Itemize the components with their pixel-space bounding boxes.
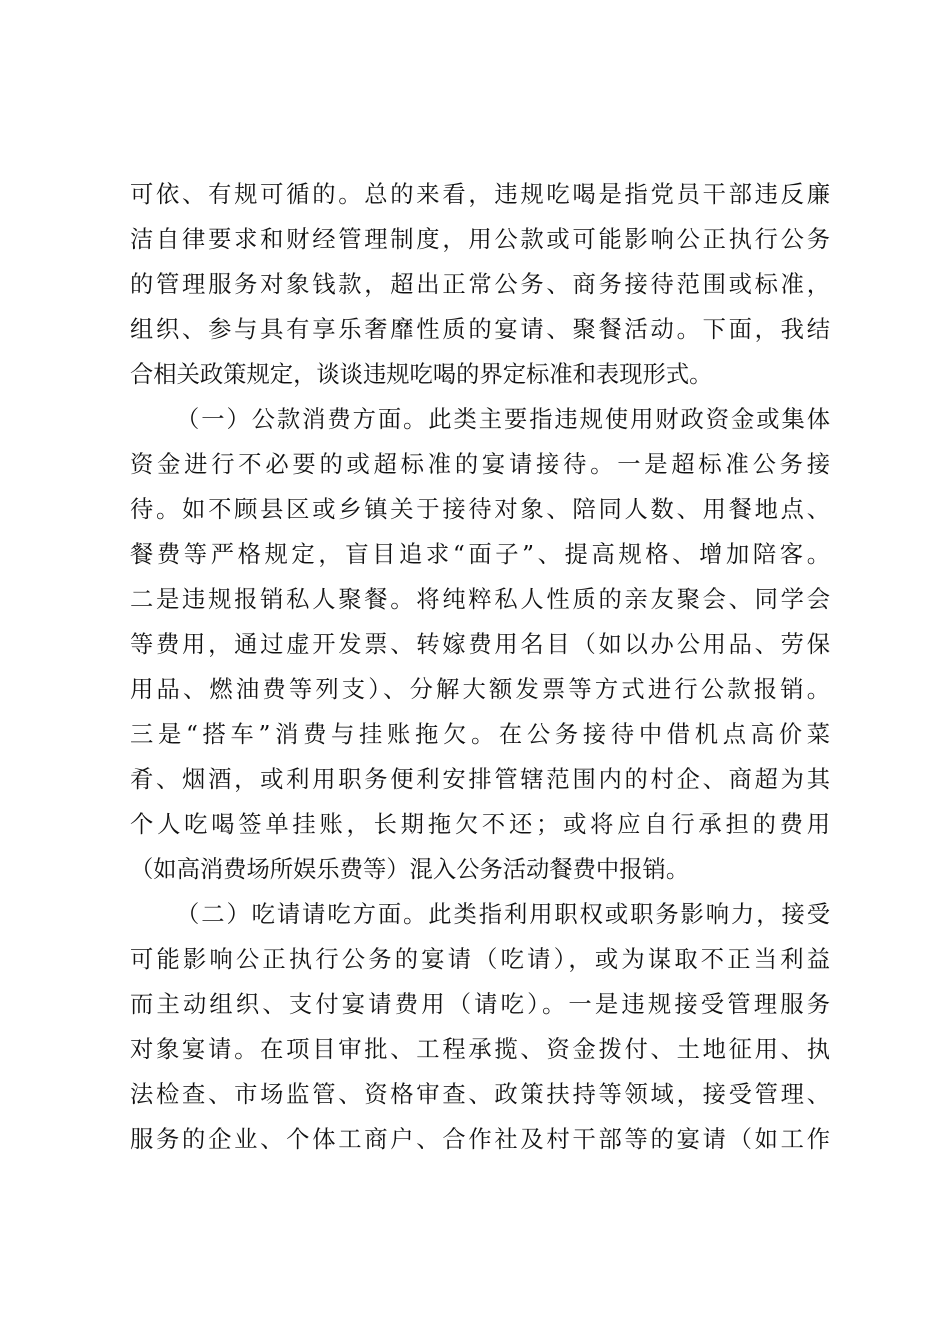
paragraph-line: 个人吃喝签单挂账，长期拖欠不还；或将应自行承担的费用 <box>130 811 830 838</box>
paragraph-line: 服务的企业、个体工商户、合作社及村干部等的宴请（如工作 <box>130 1126 830 1153</box>
paragraph-line: 法检查、市场监管、资格审查、政策扶持等领域，接受管理、 <box>130 1081 830 1108</box>
paragraph-line: 的管理服务对象钱款，超出正常公务、商务接待范围或标准， <box>130 271 830 298</box>
paragraph-line: 资金进行不必要的或超标准的宴请接待。一是超标准公务接 <box>130 451 830 478</box>
paragraph-line: 合相关政策规定，谈谈违规吃喝的界定标准和表现形式。 <box>130 361 713 388</box>
paragraph-line: 用品、燃油费等列支）、分解大额发票等方式进行公款报销。 <box>130 676 830 703</box>
paragraph-line: 等费用，通过虚开发票、转嫁费用名目（如以办公用品、劳保 <box>130 631 830 658</box>
paragraph-line: 三是“搭车”消费与挂账拖欠。在公务接待中借机点高价菜 <box>130 721 830 748</box>
section-heading-line: （一）公款消费方面。此类主要指违规使用财政资金或集体 <box>176 406 830 433</box>
paragraph-line: 可依、有规可循的。总的来看，违规吃喝是指党员干部违反廉 <box>130 181 830 208</box>
paragraph-line: 待。如不顾县区或乡镇关于接待对象、陪同人数、用餐地点、 <box>130 496 830 523</box>
paragraph-line: 组织、参与具有享乐奢靡性质的宴请、聚餐活动。下面，我结 <box>130 316 830 343</box>
paragraph-line: （如高消费场所娱乐费等）混入公务活动餐费中报销。 <box>130 856 690 883</box>
paragraph-line: 二是违规报销私人聚餐。将纯粹私人性质的亲友聚会、同学会 <box>130 586 830 613</box>
paragraph-line: 对象宴请。在项目审批、工程承揽、资金拨付、土地征用、执 <box>130 1036 830 1063</box>
section-heading-line: （二）吃请请吃方面。此类指利用职权或职务影响力，接受 <box>176 901 830 928</box>
paragraph-line: 洁自律要求和财经管理制度，用公款或可能影响公正执行公务 <box>130 226 830 253</box>
paragraph-line: 而主动组织、支付宴请费用（请吃）。一是违规接受管理服务 <box>130 991 830 1018</box>
paragraph-line: 肴、烟酒，或利用职务便利安排管辖范围内的村企、商超为其 <box>130 766 830 793</box>
paragraph-line: 餐费等严格规定，盲目追求“面子”、提高规格、增加陪客。 <box>130 541 830 568</box>
paragraph-line: 可能影响公正执行公务的宴请（吃请），或为谋取不正当利益 <box>130 946 830 973</box>
